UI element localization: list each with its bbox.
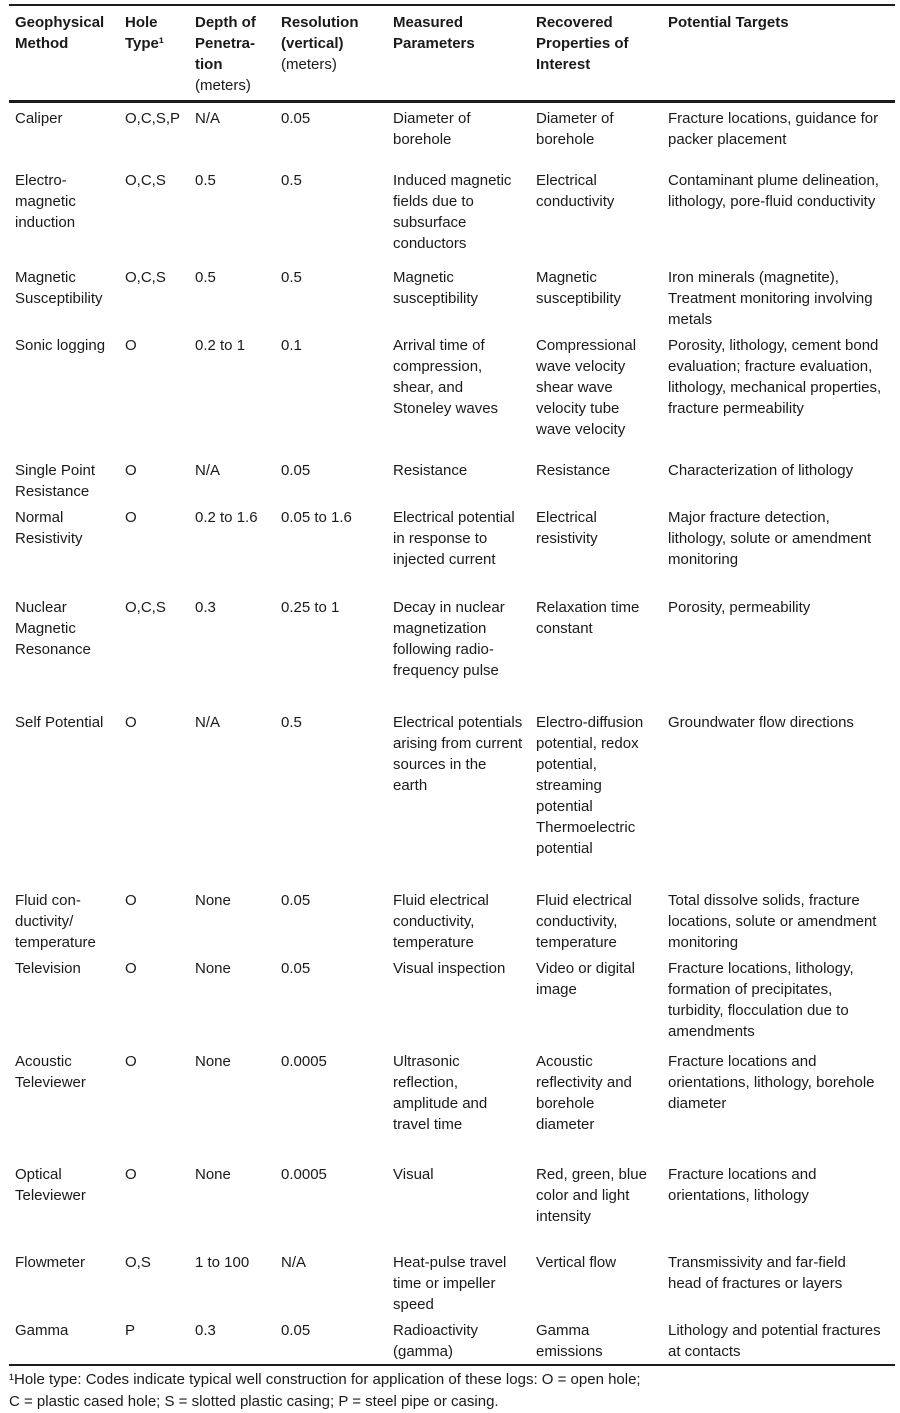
cell-targets: Fracture locations, guidance for packer placement [668,110,879,148]
column-header-recovered [536,5,668,102]
cell-hole-type: O [125,892,137,909]
cell-depth: 0.3 [195,599,216,616]
cell-recovered: Resistance [536,462,611,479]
cell-depth: None [195,960,231,977]
cell-measured: Radioactivity (gamma) [393,1322,479,1360]
cell-resolution: 0.05 [281,1322,311,1339]
cell-method: Optical Televiewer [15,1166,86,1204]
cell-recovered: Vertical flow [536,1254,617,1271]
cell-targets: Fracture locations, lithology, formation of precipitates, turbidity, flocculation due to amendments [668,960,854,1040]
cell-recovered: Relaxation time constant [536,599,640,637]
cell-targets: Groundwater flow directions [668,714,854,731]
cell-targets: Porosity, permeability [668,599,811,616]
cell-hole-type: O [125,337,137,354]
table-row [9,1247,895,1315]
cell-hole-type: P [125,1322,136,1339]
cell-hole-type: O [125,462,137,479]
cell-resolution: 0.5 [281,714,302,731]
cell-depth: 0.5 [195,172,216,189]
footnote-line-2: C = plastic cased hole; S = slotted plastic casing; P = steel pipe or casing. [9,1393,499,1410]
cell-recovered: Electrical resistivity [536,509,598,547]
cell-depth: None [195,1166,231,1183]
cell-hole-type: O [125,1053,137,1070]
table-row [9,1046,895,1159]
cell-measured: Visual [393,1166,434,1183]
cell-measured: Decay in nuclear magnetization following radio-frequency pulse [393,599,505,679]
cell-depth: None [195,1053,231,1070]
cell-method: Acoustic Televiewer [15,1053,86,1091]
table-row [9,707,895,885]
cell-method: Magnetic Susceptibility [15,269,103,307]
cell-hole-type: O [125,509,137,526]
column-header-label: Recovered Properties of Interest [536,14,629,73]
column-header-unit: (meters) [195,77,251,94]
cell-resolution: 0.05 [281,892,311,909]
cell-recovered: Fluid electrical conductivity, temperature [536,892,632,951]
cell-measured: Arrival time of compression, shear, and Stoneley waves [393,337,499,417]
cell-depth: 0.5 [195,269,216,286]
column-header-label: Potential Targets [668,14,789,31]
cell-measured: Diameter of borehole [393,110,471,148]
cell-targets: Transmissivity and far-field head of fractures or layers [668,1254,846,1292]
cell-method: Fluid con-ductivity/ temperature [15,892,96,951]
cell-resolution: 0.05 [281,110,311,127]
cell-depth: 0.2 to 1.6 [195,509,258,526]
cell-resolution: 0.05 [281,960,311,977]
footnote-line-1: ¹Hole type: Codes indicate typical well construction for application of these logs: O = open hole; [9,1371,641,1388]
cell-depth: None [195,892,231,909]
column-header-targets [668,5,895,102]
table-row [9,1315,895,1365]
cell-hole-type: O,C,S,P [125,110,181,127]
cell-targets: Contaminant plume delineation, lithology, pore-fluid conductivity [668,172,879,210]
column-header-measured [393,5,536,102]
cell-resolution: N/A [281,1254,307,1271]
column-header-method [9,5,125,102]
table-row [9,502,895,592]
cell-targets: Total dissolve solids, fracture locations, solute or amendment monitoring [668,892,877,951]
column-header-label: Depth of Penetra-tion [195,14,256,73]
cell-method: Electro-magnetic induction [15,172,76,231]
cell-method: Flowmeter [15,1254,86,1271]
cell-hole-type: O,C,S [125,172,166,189]
cell-recovered: Electrical conductivity [536,172,615,210]
table-row [9,885,895,953]
column-header-label: Measured Parameters [393,14,475,52]
cell-resolution: 0.05 [281,462,311,479]
cell-depth: 1 to 100 [195,1254,250,1271]
cell-targets: Fracture locations and orientations, lithology [668,1166,817,1204]
cell-measured: Heat-pulse travel time or impeller speed [393,1254,507,1313]
cell-depth: N/A [195,462,221,479]
column-header-label: Hole Type¹ [125,14,164,52]
cell-recovered: Electro-diffusion potential, redox potential, streaming potential Thermoelectric potential [536,714,644,857]
cell-recovered: Compressional wave velocity shear wave velocity tube wave velocity [536,337,637,438]
cell-hole-type: O,C,S [125,269,166,286]
cell-recovered: Video or digital image [536,960,635,998]
cell-measured: Visual inspection [393,960,506,977]
cell-resolution: 0.5 [281,269,302,286]
cell-recovered: Gamma emissions [536,1322,603,1360]
cell-targets: Major fracture detection, lithology, solute or amendment monitoring [668,509,872,568]
column-header-resolution [281,5,393,102]
table-footnote [9,1366,895,1413]
cell-method: Television [15,960,81,977]
column-header-depth [195,5,281,102]
cell-measured: Electrical potentials arising from current sources in the earth [393,714,523,794]
cell-hole-type: O,C,S [125,599,166,616]
cell-targets: Iron minerals (magnetite), Treatment monitoring involving metals [668,269,873,328]
cell-resolution: 0.5 [281,172,302,189]
cell-hole-type: O [125,714,137,731]
cell-depth: 0.3 [195,1322,216,1339]
cell-depth: N/A [195,714,221,731]
cell-method: Self Potential [15,714,104,731]
cell-targets: Characterization of lithology [668,462,854,479]
table-row [9,455,895,502]
cell-resolution: 0.1 [281,337,302,354]
table-row [9,592,895,707]
table-row [9,165,895,262]
cell-recovered: Red, green, blue color and light intensity [536,1166,647,1225]
cell-method: Sonic logging [15,337,106,354]
cell-resolution: 0.25 to 1 [281,599,340,616]
table-row [9,102,895,166]
cell-targets: Porosity, lithology, cement bond evaluation; fracture evaluation, lithology, mechanical properties, fracture permeability [668,337,882,417]
table-row [9,1159,895,1247]
cell-recovered: Magnetic susceptibility [536,269,622,307]
cell-method: Gamma [15,1322,69,1339]
column-header-hole-type [125,5,195,102]
cell-resolution: 0.0005 [281,1166,327,1183]
cell-method: Nuclear Magnetic Resonance [15,599,91,658]
cell-recovered: Diameter of borehole [536,110,614,148]
cell-measured: Induced magnetic fields due to subsurface conductors [393,172,512,252]
cell-resolution: 0.05 to 1.6 [281,509,352,526]
cell-hole-type: O [125,1166,137,1183]
cell-measured: Electrical potential in response to injected current [393,509,515,568]
table-row [9,330,895,455]
cell-measured: Resistance [393,462,468,479]
cell-resolution: 0.0005 [281,1053,327,1070]
cell-depth: 0.2 to 1 [195,337,246,354]
cell-targets: Lithology and potential fractures at contacts [668,1322,881,1360]
column-header-unit: (meters) [281,56,337,73]
cell-method: Caliper [15,110,63,127]
cell-method: Normal Resistivity [15,509,83,547]
cell-hole-type: O,S [125,1254,151,1271]
table-row [9,953,895,1046]
cell-hole-type: O [125,960,137,977]
cell-measured: Ultrasonic reflection, amplitude and travel time [393,1053,488,1133]
table-header-row [9,5,895,102]
column-header-label: Resolution (vertical) [281,14,359,52]
cell-recovered: Acoustic reflectivity and borehole diameter [536,1053,632,1133]
cell-method: Single Point Resistance [15,462,96,500]
geophysical-methods-table [9,4,895,1366]
cell-measured: Magnetic susceptibility [393,269,479,307]
column-header-label: Geophysical Method [15,14,105,52]
cell-targets: Fracture locations and orientations, lithology, borehole diameter [668,1053,875,1112]
cell-measured: Fluid electrical conductivity, temperature [393,892,489,951]
table-row [9,262,895,330]
cell-depth: N/A [195,110,221,127]
